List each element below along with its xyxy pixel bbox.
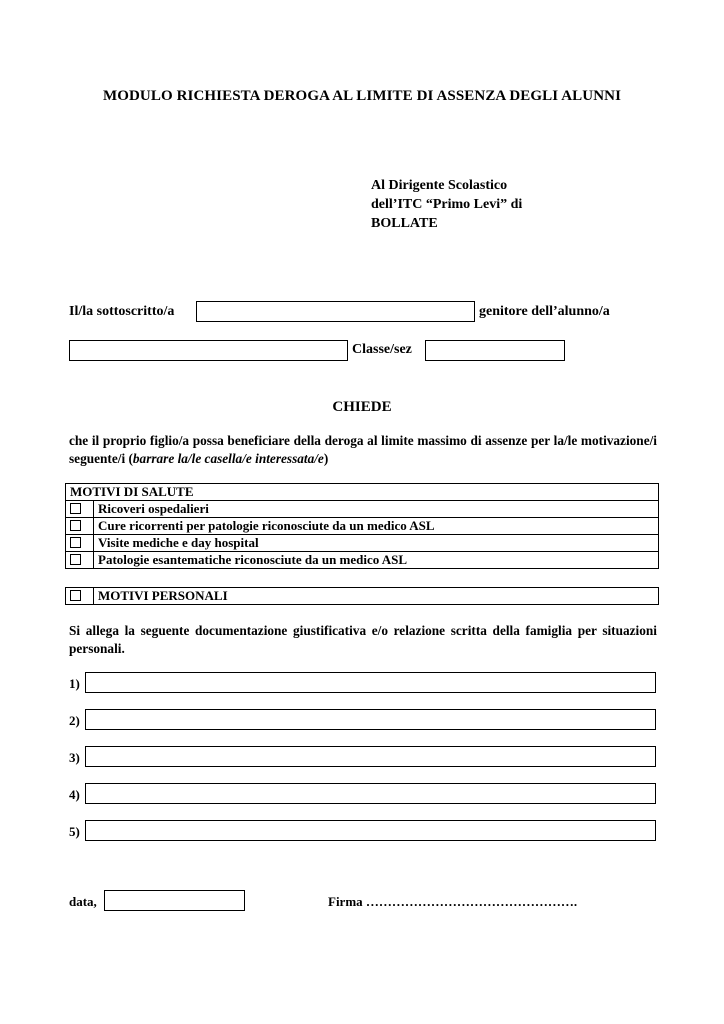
recipient-line-3: BOLLATE <box>371 216 438 231</box>
health-row <box>66 518 659 535</box>
personal-row <box>66 588 659 605</box>
doc-label-4: 4) <box>69 787 80 802</box>
doc-field-5[interactable] <box>85 820 656 841</box>
page-title: MODULO RICHIESTA DEROGA AL LIMITE DI ASSENZA DEGLI ALUNNI <box>102 88 622 104</box>
date-label: data, <box>69 894 97 909</box>
health-item-2: Cure ricorrenti per patologie riconosciute da un medico ASL <box>94 518 659 535</box>
doc-field-3[interactable] <box>85 746 656 767</box>
class-field[interactable] <box>425 340 565 361</box>
request-instruction: barrare la/le casella/e interessata/e <box>132 451 324 466</box>
doc-label-3: 3) <box>69 750 80 765</box>
health-row <box>66 552 659 569</box>
personal-label: MOTIVI PERSONALI <box>94 588 659 605</box>
request-paragraph <box>69 432 657 468</box>
personal-checkbox[interactable] <box>70 590 81 601</box>
health-row <box>66 535 659 552</box>
health-checkbox-1[interactable] <box>70 503 81 514</box>
health-reasons-table <box>65 483 659 569</box>
health-header: MOTIVI DI SALUTE <box>66 484 659 501</box>
doc-label-1: 1) <box>69 676 80 691</box>
doc-field-1[interactable] <box>85 672 656 693</box>
undersigned-label: Il/la sottoscritto/a <box>69 304 175 319</box>
recipient-line-1: Al Dirigente Scolastico <box>371 178 508 193</box>
doc-label-2: 2) <box>69 713 80 728</box>
class-label: Classe/sez <box>352 342 412 357</box>
recipient-address <box>371 176 522 233</box>
doc-label-5: 5) <box>69 824 80 839</box>
health-row <box>66 501 659 518</box>
recipient-line-2: dell’ITC “Primo Levi” di <box>371 197 523 212</box>
health-item-4: Patologie esantematiche riconosciute da un medico ASL <box>94 552 659 569</box>
student-name-field[interactable] <box>69 340 348 361</box>
personal-reasons-table <box>65 587 659 605</box>
health-checkbox-3[interactable] <box>70 537 81 548</box>
request-text: che il proprio figlio/a possa beneficiare della deroga al limite massimo di assenze per la/le motivazione/i seguente/i ( <box>69 433 657 466</box>
parent-label: genitore dell’alunno/a <box>479 304 610 319</box>
health-header-row <box>66 484 659 501</box>
signature-label: Firma …………………………………………. <box>328 894 578 909</box>
health-checkbox-2[interactable] <box>70 520 81 531</box>
doc-field-2[interactable] <box>85 709 656 730</box>
attachment-paragraph: Si allega la seguente documentazione giustificativa e/o relazione scritta della famiglia per situazioni personali. <box>69 623 657 656</box>
undersigned-name-field[interactable] <box>196 301 475 322</box>
date-field[interactable] <box>104 890 245 911</box>
health-checkbox-4[interactable] <box>70 554 81 565</box>
chiede-heading: CHIEDE <box>332 399 392 415</box>
health-item-3: Visite mediche e day hospital <box>94 535 659 552</box>
request-close: ) <box>323 451 329 466</box>
doc-field-4[interactable] <box>85 783 656 804</box>
health-item-1: Ricoveri ospedalieri <box>94 501 659 518</box>
